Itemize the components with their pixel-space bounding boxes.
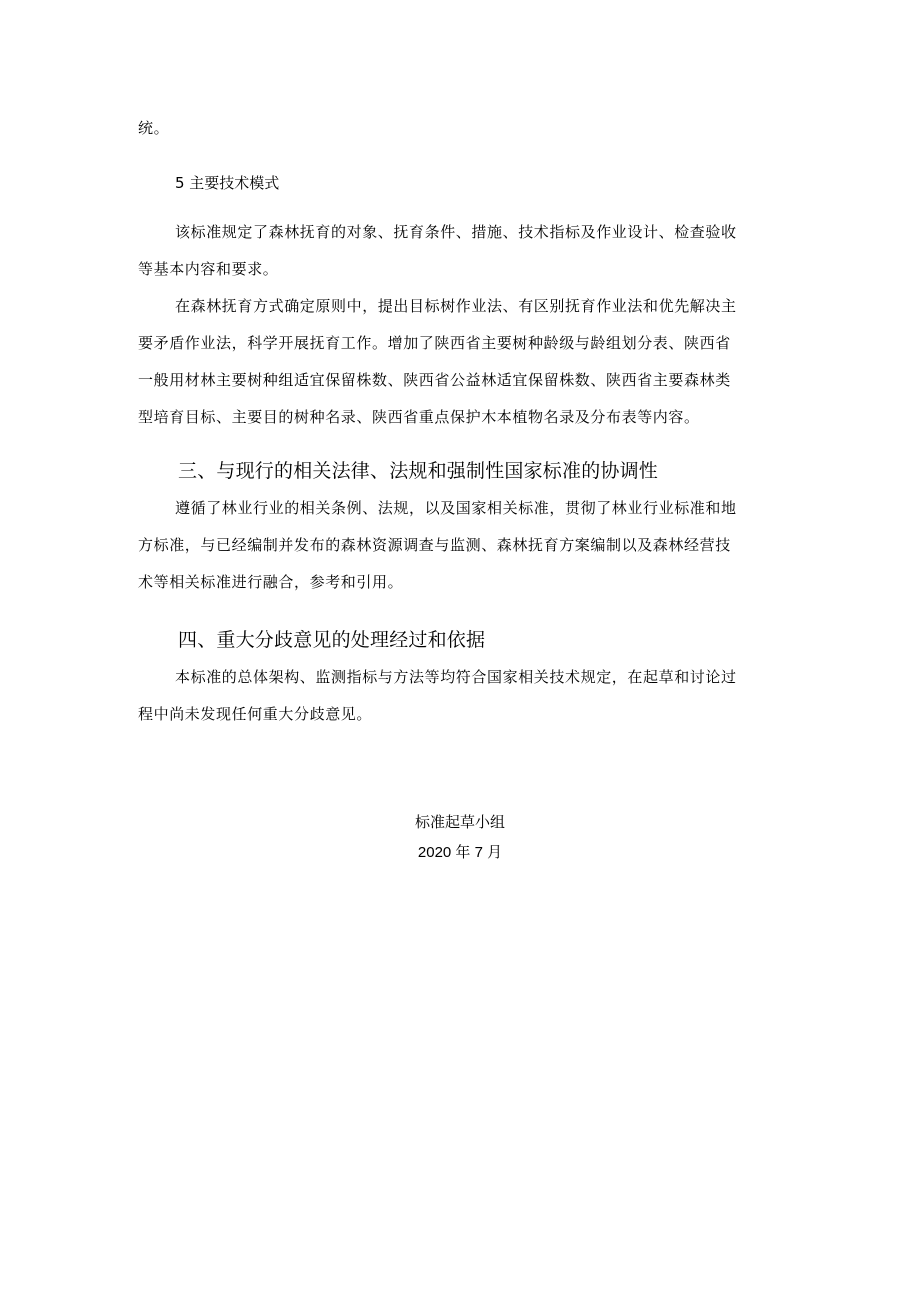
section-3-line-2: 方标准，与已经编制并发布的森林资源调查与监测、森林抚育方案编制以及森林经营技 bbox=[138, 536, 731, 554]
section-5-paragraph-2-line-1: 在森林抚育方式确定原则中，提出目标树作业法、有区别抚育作业法和优先解决主 bbox=[175, 297, 737, 315]
section-5-paragraph-1-line-2: 等基本内容和要求。 bbox=[138, 260, 279, 278]
section-4-heading: 四、重大分歧意见的处理经过和依据 bbox=[178, 629, 486, 651]
carryover-text: 统。 bbox=[138, 119, 170, 137]
signature-date: 2020 年 7 月 bbox=[417, 844, 503, 861]
section-5-paragraph-1-line-1: 该标准规定了森林抚育的对象、抚育条件、措施、技术指标及作业设计、检查验收 bbox=[175, 223, 737, 241]
section-5-paragraph-2-line-2: 要矛盾作业法，科学开展抚育工作。增加了陕西省主要树种龄级与龄组划分表、陕西省 bbox=[138, 334, 731, 352]
section-5-paragraph-2-line-3: 一般用材林主要树种组适宜保留株数、陕西省公益林适宜保留株数、陕西省主要森林类 bbox=[138, 371, 731, 389]
signature-group: 标准起草小组 bbox=[414, 813, 505, 831]
section-5-paragraph-2-line-4: 型培育目标、主要目的树种名录、陕西省重点保护木本植物名录及分布表等内容。 bbox=[138, 408, 700, 426]
section-4-line-1: 本标准的总体架构、监测指标与方法等均符合国家相关技术规定，在起草和讨论过 bbox=[175, 668, 737, 686]
section-5-heading: 5 主要技术模式 bbox=[175, 174, 280, 192]
section-3-line-3: 术等相关标准进行融合，参考和引用。 bbox=[138, 573, 404, 591]
section-3-line-1: 遵循了林业行业的相关条例、法规，以及国家相关标准，贯彻了林业行业标准和地 bbox=[175, 499, 737, 517]
section-3-heading: 三、与现行的相关法律、法规和强制性国家标准的协调性 bbox=[178, 460, 659, 482]
section-4-line-2: 程中尚未发现任何重大分歧意见。 bbox=[138, 705, 373, 723]
